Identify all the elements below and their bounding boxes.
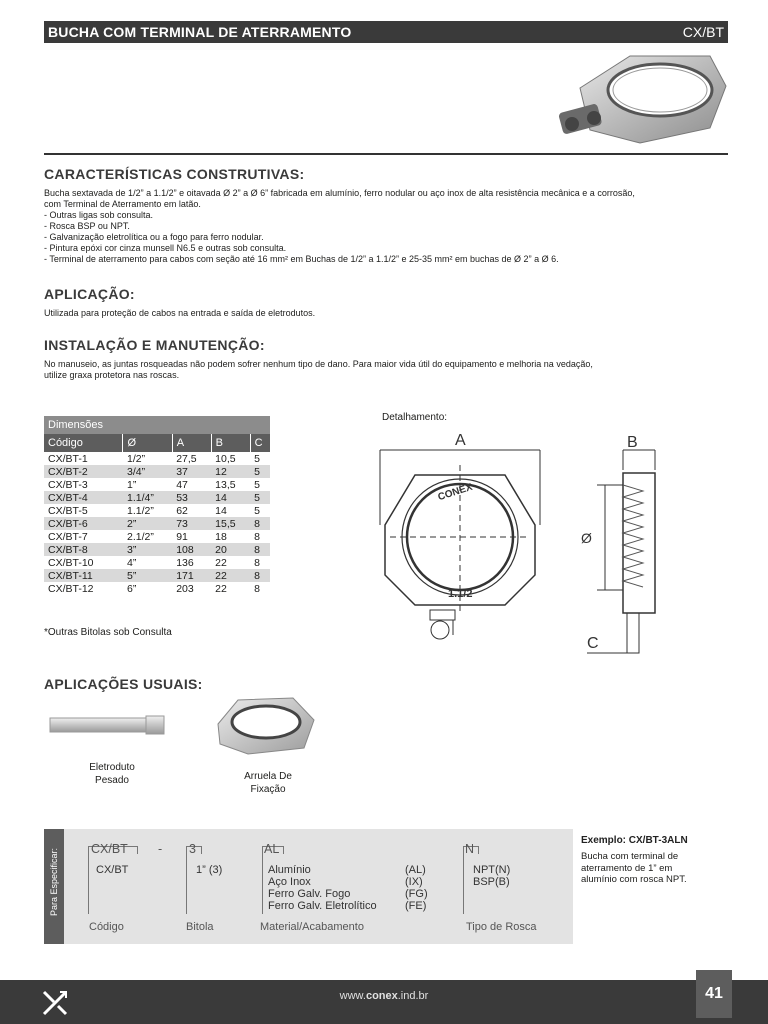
table-cell: 14 [211, 504, 250, 517]
table-row [44, 452, 270, 465]
eletroduto-label-line: Eletroduto [89, 762, 135, 773]
instalacao-title: INSTALAÇÃO E MANUTENÇÃO: [44, 337, 265, 353]
table-cell: 12 [211, 465, 250, 478]
aplicacao-section [44, 286, 734, 319]
example-title: Exemplo: CX/BT-3ALN [581, 835, 688, 846]
aplicacao-title: APLICAÇÃO: [44, 286, 135, 302]
table-cell: 22 [211, 582, 250, 595]
material-option: Ferro Galv. Eletrolítico [268, 900, 377, 912]
table-cell: CX/BT-1 [44, 452, 123, 465]
example-line: alumínio com rosca NPT. [581, 874, 687, 885]
technical-drawing [375, 425, 695, 660]
spec-material-codes [405, 864, 428, 912]
product-code: CX/BT [682, 24, 724, 40]
specification-side-tab [44, 829, 64, 944]
caracteristicas-line: - Outras ligas sob consulta. [44, 210, 154, 220]
table-note: *Outras Bitolas sob Consulta [44, 627, 172, 638]
aplicacao-text: Utilizada para proteção de cabos na entrada e saída de eletrodutos. [44, 308, 316, 318]
spec-codigo-value: CX/BT [96, 864, 129, 876]
column-header: C [250, 434, 270, 452]
spec-material-options [268, 864, 377, 912]
website-suffix: .ind.br [397, 990, 429, 1002]
table-cell: 53 [172, 491, 211, 504]
instalacao-line: No manuseio, as juntas rosqueadas não podem sofrer nenhum tipo de dano. Para maior vida útil do equipamento e melhoria na vedação, [44, 359, 593, 369]
arruela-label-line: Fixação [250, 784, 286, 795]
table-cell: 20 [211, 543, 250, 556]
drawing-label-c: C [587, 635, 599, 652]
drawing-label-b: B [627, 434, 638, 451]
arruela-label-line: Arruela De [244, 771, 292, 782]
spec-bitola-value: 1” (3) [196, 864, 223, 876]
table-caption: Dimensões [44, 416, 270, 434]
table-cell: 5 [250, 478, 270, 491]
page-header [44, 21, 728, 43]
table-cell: 3/4” [123, 465, 172, 478]
website-link[interactable] [0, 990, 768, 1002]
table-row [44, 491, 270, 504]
table-cell: 8 [250, 569, 270, 582]
drawing-brand: CONEX [436, 481, 474, 504]
table-cell: 5” [123, 569, 172, 582]
table-cell: 22 [211, 569, 250, 582]
table-cell: CX/BT-6 [44, 517, 123, 530]
table-cell: CX/BT-5 [44, 504, 123, 517]
table-cell: 2.1/2” [123, 530, 172, 543]
instalacao-line: utilize graxa protetora nas roscas. [44, 370, 180, 380]
drawing-label-phi: Ø [581, 530, 592, 546]
table-row [44, 530, 270, 543]
table-cell: 8 [250, 556, 270, 569]
table-cell: 37 [172, 465, 211, 478]
table-cell: CX/BT-12 [44, 582, 123, 595]
spec-material-head: AL [264, 842, 280, 856]
table-cell: 1.1/4” [123, 491, 172, 504]
table-cell: 5 [250, 452, 270, 465]
table-cell: 8 [250, 530, 270, 543]
table-cell: CX/BT-2 [44, 465, 123, 478]
material-option: Alumínio [268, 864, 311, 876]
rosca-option: BSP(B) [473, 876, 510, 888]
caracteristicas-line: - Rosca BSP ou NPT. [44, 221, 130, 231]
eletroduto-label-line: Pesado [95, 775, 129, 786]
table-row [44, 504, 270, 517]
spec-bitola-label: Bitola [186, 921, 214, 933]
table-row [44, 517, 270, 530]
table-cell: 22 [211, 556, 250, 569]
caracteristicas-line: com Terminal de Aterramento em latão. [44, 199, 201, 209]
table-cell: CX/BT-10 [44, 556, 123, 569]
instalacao-section [44, 337, 734, 381]
aplicacoes-usuais-section [44, 676, 203, 692]
example-box [573, 829, 730, 944]
spec-codigo-label: Código [89, 921, 124, 933]
table-cell: 136 [172, 556, 211, 569]
spec-rosca-options [473, 864, 510, 888]
column-header: Ø [123, 434, 172, 452]
table-cell: 8 [250, 543, 270, 556]
material-option: Aço Inox [268, 876, 311, 888]
table-cell: CX/BT-3 [44, 478, 123, 491]
specification-side-label: Para Especificar: [49, 847, 59, 917]
table-cell: 10,5 [211, 452, 250, 465]
drawing-title: Detalhamento: [382, 412, 448, 423]
table-cell: 73 [172, 517, 211, 530]
table-cell: 5 [250, 491, 270, 504]
rosca-option: NPT(N) [473, 864, 511, 876]
drawing-label-a: A [455, 432, 466, 449]
table-row [44, 569, 270, 582]
table-cell: 1/2” [123, 452, 172, 465]
table-cell: 15,5 [211, 517, 250, 530]
table-row [44, 543, 270, 556]
spec-material-label: Material/Acabamento [260, 921, 364, 933]
example-line: Bucha com terminal de [581, 851, 679, 862]
caracteristicas-line: - Terminal de aterramento para cabos com seção até 16 mm² em Buchas de 1/2” a 1.1/2” e 25-35 mm² em buchas de Ø 2” a Ø 6. [44, 254, 559, 264]
example-line: aterramento de 1” em [581, 862, 673, 874]
table-cell: CX/BT-11 [44, 569, 123, 582]
arruela-image [208, 692, 318, 762]
column-header: Código [44, 434, 123, 452]
material-code: (FE) [405, 900, 427, 912]
page-title: BUCHA COM TERMINAL DE ATERRAMENTO [48, 24, 352, 40]
section-divider [44, 153, 728, 155]
material-option: Ferro Galv. Fogo [268, 888, 351, 900]
eletroduto-image [48, 712, 168, 742]
page-number: 41 [696, 970, 732, 1018]
table-cell: 27,5 [172, 452, 211, 465]
column-header: B [211, 434, 250, 452]
table-row [44, 556, 270, 569]
eletroduto-label [70, 761, 154, 787]
caracteristicas-section [44, 166, 734, 265]
table-cell: 108 [172, 543, 211, 556]
spec-bitola-head: 3 [189, 842, 196, 856]
table-cell: 5 [250, 504, 270, 517]
spec-rosca-head: N [465, 842, 475, 856]
drawing-size: 1.1/2 [448, 588, 473, 600]
table-cell: 1” [123, 478, 172, 491]
website-brand: conex [365, 990, 398, 1002]
table-row [44, 465, 270, 478]
material-code: (IX) [405, 876, 423, 888]
table-cell: 203 [172, 582, 211, 595]
caracteristicas-line: Bucha sextavada de 1/2” a 1.1/2” e oitavada Ø 2” a Ø 6” fabricada em alumínio, ferro nodular ou aço inox de alta resistência mecânica e a corrosão, [44, 188, 635, 198]
spec-dash: - [158, 842, 163, 856]
table-cell: 18 [211, 530, 250, 543]
table-cell: 91 [172, 530, 211, 543]
caracteristicas-title: CARACTERÍSTICAS CONSTRUTIVAS: [44, 166, 305, 182]
column-header: A [172, 434, 211, 452]
table-cell: 5 [250, 465, 270, 478]
table-cell: 6” [123, 582, 172, 595]
table-cell: 13,5 [211, 478, 250, 491]
table-cell: 8 [250, 517, 270, 530]
table-cell: 1.1/2” [123, 504, 172, 517]
table-cell: 62 [172, 504, 211, 517]
table-cell: 4” [123, 556, 172, 569]
spec-rosca-label: Tipo de Rosca [466, 921, 537, 933]
aplicacoes-usuais-title: APLICAÇÕES USUAIS: [44, 676, 203, 692]
table-cell: 14 [211, 491, 250, 504]
material-code: (FG) [405, 888, 428, 900]
table-cell: 2” [123, 517, 172, 530]
table-cell: CX/BT-7 [44, 530, 123, 543]
spec-codigo-head: CX/BT [91, 842, 128, 856]
caracteristicas-line: - Galvanização eletrolítica ou a fogo para ferro nodular. [44, 232, 264, 242]
table-row [44, 582, 270, 595]
website-prefix: www. [339, 990, 366, 1002]
caracteristicas-line: - Pintura epóxi cor cinza munsell N6.5 e outras sob consulta. [44, 243, 287, 253]
table-cell: 8 [250, 582, 270, 595]
table-cell: CX/BT-4 [44, 491, 123, 504]
dimensions-table [44, 416, 270, 595]
material-code: (AL) [405, 864, 426, 876]
product-image [550, 48, 730, 148]
table-cell: CX/BT-8 [44, 543, 123, 556]
page-footer [0, 980, 768, 1024]
table-cell: 47 [172, 478, 211, 491]
table-cell: 171 [172, 569, 211, 582]
arruela-label [228, 770, 308, 796]
table-cell: 3” [123, 543, 172, 556]
table-row [44, 478, 270, 491]
